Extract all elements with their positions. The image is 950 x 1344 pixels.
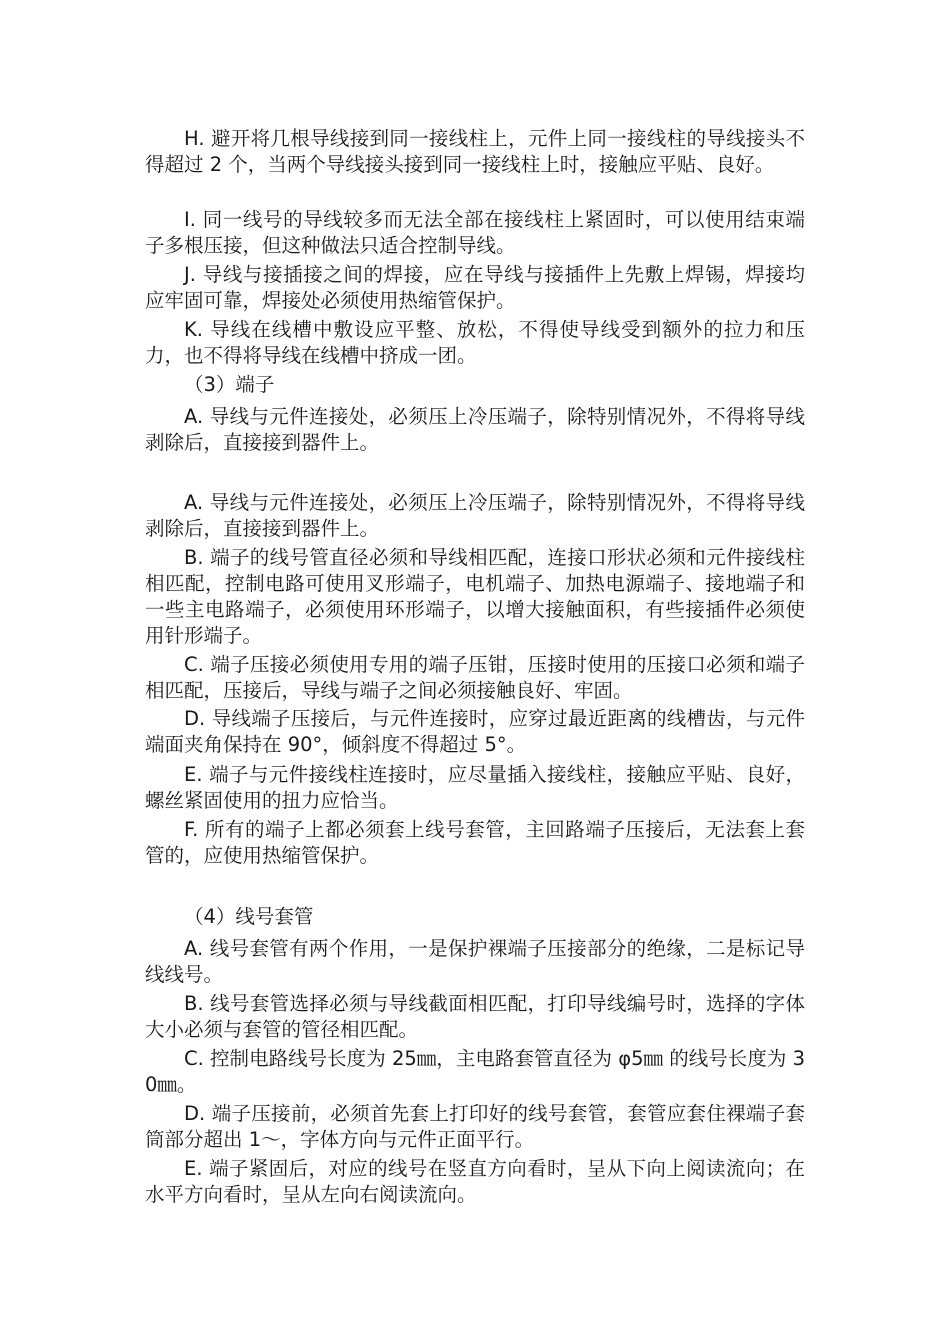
paragraph-terminals-c: C. 端子压接必须使用专用的端子压钳，压接时使用的压接口必须和端子相匹配，压接后，导线与端子之间必须接触良好、牢固。 (145, 653, 805, 702)
paragraph-markers-a: A. 线号套管有两个作用，一是保护裸端子压接部分的绝缘，二是标记导线线号。 (145, 937, 805, 986)
section-heading-terminals: （3）端子 (184, 373, 275, 396)
paragraph-markers-c: C. 控制电路线号长度为 25㎜，主电路套管直径为 φ5㎜ 的线号长度为 30㎜。 (145, 1047, 805, 1096)
paragraph-i: I. 同一线号的导线较多而无法全部在接线柱上紧固时，可以使用结束端子多根压接，但这种做法只适合控制导线。 (145, 208, 805, 257)
paragraph-terminals-b: B. 端子的线号管直径必须和导线相匹配，连接口形状必须和元件接线柱相匹配，控制电路可使用叉形端子，电机端子、加热电源端子、接地端子和一些主电路端子，必须使用环形端子，以增大接触面积，有些接插件必须使用针形端子。 (145, 546, 805, 647)
paragraph-markers-e: E. 端子紧固后，对应的线号在竖直方向看时，呈从下向上阅读流向；在水平方向看时，呈从左向右阅读流向。 (145, 1157, 805, 1206)
paragraph-terminals-e: E. 端子与元件接线柱连接时，应尽量插入接线柱，接触应平贴、良好，螺丝紧固使用的扭力应恰当。 (145, 763, 805, 812)
paragraph-j: J. 导线与接插接之间的焊接，应在导线与接插件上先敷上焊锡，焊接均应牢固可靠，焊接处必须使用热缩管保护。 (145, 263, 805, 312)
paragraph-terminals-d: D. 导线端子压接后，与元件连接时，应穿过最近距离的线槽齿，与元件端面夹角保持在 90°，倾斜度不得超过 5°。 (145, 707, 805, 756)
paragraph-terminals-a-repeat: A. 导线与元件连接处，必须压上冷压端子，除特别情况外，不得将导线剥除后，直接接到器件上。 (145, 491, 805, 540)
paragraph-markers-b: B. 线号套管选择必须与导线截面相匹配，打印导线编号时，选择的字体大小必须与套管的管径相匹配。 (145, 992, 805, 1041)
paragraph-k: K. 导线在线槽中敷设应平整、放松，不得使导线受到额外的拉力和压力，也不得将导线在线槽中挤成一团。 (145, 318, 805, 367)
paragraph-markers-d: D. 端子压接前，必须首先套上打印好的线号套管，套管应套住裸端子套筒部分超出 1～，字体方向与元件正面平行。 (145, 1102, 805, 1151)
paragraph-terminals-f: F. 所有的端子上都必须套上线号套管，主回路端子压接后，无法套上套管的，应使用热缩管保护。 (145, 818, 805, 867)
paragraph-terminals-a: A. 导线与元件连接处，必须压上冷压端子，除特别情况外，不得将导线剥除后，直接接到器件上。 (145, 405, 805, 454)
section-heading-wire-markers: （4）线号套管 (184, 905, 314, 928)
paragraph-h: H. 避开将几根导线接到同一接线柱上，元件上同一接线柱的导线接头不得超过 2 个，当两个导线接头接到同一接线柱上时，接触应平贴、良好。 (145, 127, 805, 176)
